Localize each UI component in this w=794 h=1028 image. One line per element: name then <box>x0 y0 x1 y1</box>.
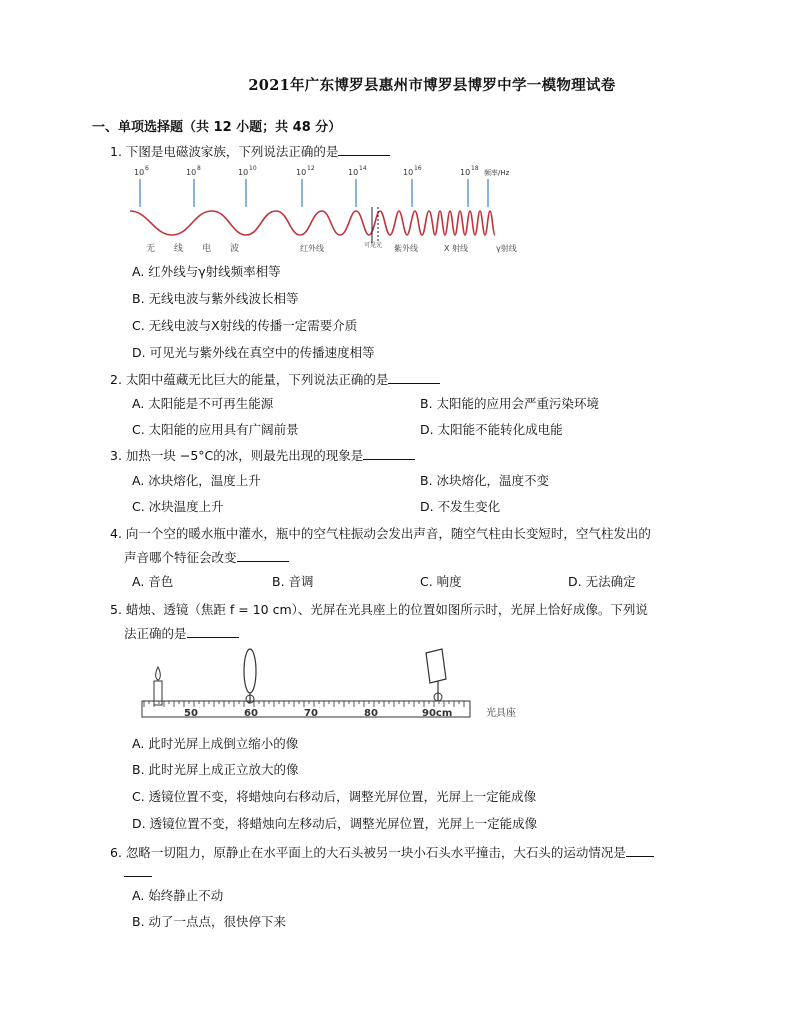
q2-option-a: A. 太阳能是不可再生能源 <box>132 396 274 411</box>
q2-option-d: D. 太阳能不能转化成电能 <box>420 422 563 437</box>
bench-label: 光具座 <box>486 708 516 719</box>
exp-label-5: 10 <box>348 168 359 177</box>
answer-blank <box>237 549 289 562</box>
band-radio-1: 无 <box>146 244 156 254</box>
screen-shape <box>426 649 446 701</box>
question-2 <box>110 370 440 390</box>
band-xray: X 射线 <box>444 244 469 253</box>
bench-ticks <box>144 701 464 707</box>
question-3 <box>110 446 415 466</box>
q6-option-b: B. 动了一点点，很快停下来 <box>132 914 287 929</box>
tick-label-80: 80 <box>364 708 378 719</box>
exp-sup-7: 18 <box>471 165 479 172</box>
q4-option-c: C. 响度 <box>420 574 462 589</box>
band-radio-3: 电 <box>202 244 212 254</box>
exp-sup-2: 8 <box>197 165 201 172</box>
q3-option-d: D. 不发生变化 <box>420 499 501 514</box>
question-5-stem-end: 法正确的是 <box>124 626 187 641</box>
band-radio-2: 线 <box>174 244 184 254</box>
exp-label-6: 10 <box>403 168 414 177</box>
wave-curve <box>130 211 495 235</box>
q5-option-a: A. 此时光屏上成倒立缩小的像 <box>132 736 299 751</box>
exp-sup-5: 14 <box>359 165 367 172</box>
q1-option-a: A. 红外线与γ射线频率相等 <box>132 264 281 279</box>
exp-label-3: 10 <box>238 168 249 177</box>
question-4-line-1: 4. 向一个空的暖水瓶中灌水，瓶中的空气柱振动会发出声音，随空气柱由长变短时，空气柱发出的 <box>110 526 651 541</box>
question-4-stem-end: 声音哪个特征会改变 <box>124 550 237 565</box>
question-2-stem: 2. 太阳中蕴藏无比巨大的能量，下列说法正确的是 <box>110 372 389 387</box>
band-radio-4: 波 <box>230 244 240 254</box>
exp-label-2: 10 <box>186 168 197 177</box>
question-1-stem: 1. 下图是电磁波家族，下列说法正确的是 <box>110 144 339 159</box>
q2-option-b: B. 太阳能的应用会严重污染环境 <box>420 396 600 411</box>
tick-label-60: 60 <box>244 708 258 719</box>
answer-blank <box>187 625 239 638</box>
q3-option-a: A. 冰块熔化，温度上升 <box>132 473 261 488</box>
q5-option-d: D. 透镜位置不变，将蜡烛向左移动后，调整光屏位置，光屏上一定能成像 <box>132 816 538 831</box>
lens-shape <box>244 649 256 703</box>
optical-bench-figure <box>140 645 580 731</box>
answer-blank <box>363 447 415 460</box>
exp-sup-1: 6 <box>145 165 149 172</box>
question-4-line-2 <box>124 548 289 568</box>
q2-option-c: C. 太阳能的应用具有广阔前景 <box>132 422 299 437</box>
freq-unit-label: 频率/Hz <box>484 169 510 177</box>
section-heading: 一、单项选择题（共 12 小题；共 48 分） <box>92 120 342 135</box>
q6-option-a: A. 始终静止不动 <box>132 888 224 903</box>
band-gamma: γ射线 <box>496 244 517 253</box>
exp-label-4: 10 <box>296 168 307 177</box>
tick-label-50: 50 <box>184 708 198 719</box>
exp-label-7: 10 <box>460 168 471 177</box>
q1-option-c: C. 无线电波与X射线的传播一定需要介质 <box>132 318 358 333</box>
exp-label-1: 10 <box>134 168 145 177</box>
exp-sup-6: 16 <box>414 165 422 172</box>
answer-blank <box>626 844 654 857</box>
band-ultraviolet: 紫外线 <box>394 244 418 253</box>
question-5-line-2 <box>124 624 239 644</box>
question-6-stem: 6. 忽略一切阻力，原静止在水平面上的大石头被另一块小石头水平撞击，大石头的运动情况是 <box>110 845 626 860</box>
question-6 <box>110 843 654 863</box>
exp-sup-3: 10 <box>249 165 257 172</box>
q4-option-b: B. 音调 <box>272 574 314 589</box>
question-1 <box>110 142 390 162</box>
q4-option-a: A. 音色 <box>132 574 174 589</box>
q4-option-d: D. 无法确定 <box>568 574 636 589</box>
q5-option-c: C. 透镜位置不变，将蜡烛向右移动后，调整光屏位置，光屏上一定能成像 <box>132 789 537 804</box>
answer-blank <box>388 371 440 384</box>
tick-label-90: 90cm <box>422 708 453 719</box>
q5-option-b: B. 此时光屏上成正立放大的像 <box>132 762 299 777</box>
frequency-markers <box>140 179 488 207</box>
exam-title: 2021年广东博罗县惠州市博罗县博罗中学一模物理试卷 <box>248 77 616 94</box>
q1-option-b: B. 无线电波与紫外线波长相等 <box>132 291 299 306</box>
answer-blank-continuation <box>124 876 152 877</box>
question-3-stem: 3. 加热一块 −5°C的冰，则最先出现的现象是 <box>110 448 364 463</box>
q1-option-d: D. 可见光与紫外线在真空中的传播速度相等 <box>132 345 375 360</box>
tick-label-70: 70 <box>304 708 318 719</box>
answer-blank <box>338 143 390 156</box>
candle-shape <box>154 667 162 705</box>
exp-sup-4: 12 <box>307 165 315 172</box>
q3-option-b: B. 冰块熔化，温度不变 <box>420 473 550 488</box>
band-visible: 可见光 <box>364 242 383 249</box>
em-spectrum-figure <box>128 163 530 259</box>
q3-option-c: C. 冰块温度上升 <box>132 499 224 514</box>
band-infrared: 红外线 <box>300 244 324 253</box>
question-5-line-1: 5. 蜡烛、透镜（焦距 f = 10 cm）、光屏在光具座上的位置如图所示时，光屏上恰好成像。下列说 <box>110 602 648 617</box>
